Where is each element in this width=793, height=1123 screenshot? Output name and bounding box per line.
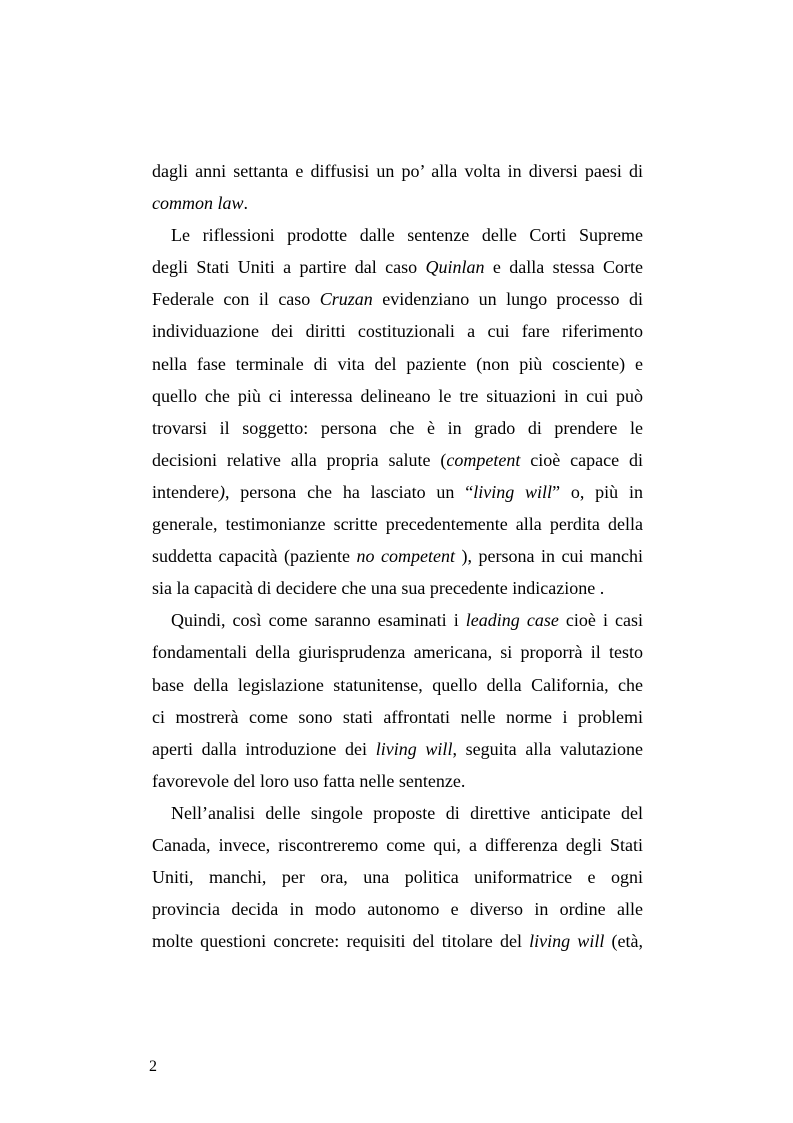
text-run: dagli anni settanta e diffusisi un po’ alla volta in diversi paesi di <box>152 161 643 181</box>
text-run: ci mostrerà come sono stati affrontati nelle norme i problemi <box>152 706 643 727</box>
text-line <box>152 893 643 925</box>
text-run: no competent <box>356 546 455 567</box>
page-number: 2 <box>149 1058 157 1075</box>
text-line <box>152 701 643 733</box>
text-run: living will <box>529 931 605 952</box>
text-line <box>152 636 643 668</box>
text-line <box>152 733 643 765</box>
text-run: nella fase terminale di vita del paziente (non più cosciente) e <box>152 353 643 374</box>
text-run: aperti dalla introduzione dei <box>152 738 376 759</box>
text-run: Canada, invece, riscontreremo come qui, a differenza degli Stati <box>152 834 643 855</box>
text-line <box>152 315 643 347</box>
text-run: . <box>243 193 248 214</box>
text-run: , seguita alla valutazione <box>452 738 643 759</box>
text-line <box>152 925 643 957</box>
text-line <box>152 251 643 283</box>
text-run: Cruzan <box>319 289 373 310</box>
paragraph-2 <box>152 219 643 604</box>
text-line <box>152 155 643 187</box>
text-run: provincia decida in modo autonomo e diverso in ordine alle <box>152 899 643 920</box>
text-run: (età, <box>604 931 643 952</box>
text-run: individuazione dei diritti costituzionali a cui fare riferimento <box>152 321 643 342</box>
text-line <box>152 540 643 572</box>
text-line <box>152 380 643 412</box>
text-line <box>152 412 643 444</box>
text-run: Federale con il caso <box>152 289 320 310</box>
text-run: leading case <box>465 610 559 631</box>
text-line <box>152 797 643 829</box>
text-line <box>152 348 643 380</box>
text-run: sia la capacità di decidere che una sua precedente indicazione . <box>152 578 605 599</box>
text-line <box>152 604 643 636</box>
text-line <box>152 861 643 893</box>
text-run: cioè capace di <box>520 449 644 470</box>
paragraph-1 <box>152 155 643 219</box>
text-run: Nell’analisi delle singole proposte di direttive anticipate del <box>171 802 643 823</box>
text-line <box>152 508 643 540</box>
text-run: generale, testimonianze scritte precedentemente alla perdita della <box>152 514 643 535</box>
text-run: trovarsi il soggetto: persona che è in grado di prendere le <box>152 417 643 438</box>
text-run: favorevole del loro uso fatta nelle sentenze. <box>152 770 466 791</box>
text-run: cioè i casi <box>558 610 643 631</box>
paragraph-4 <box>152 797 643 957</box>
text-run: ) <box>218 481 225 502</box>
text-run: competent <box>446 449 521 470</box>
text-run: quello che più ci interessa delineano le tre situazioni in cui può <box>152 385 643 406</box>
text-run: intendere <box>152 481 219 502</box>
text-line <box>152 219 643 251</box>
text-line <box>152 765 643 797</box>
text-line <box>152 444 643 476</box>
text-run: Uniti, manchi, per ora, una politica uniformatrice e ogni <box>152 867 643 888</box>
text-run: common law <box>152 193 244 214</box>
body-text <box>152 155 643 957</box>
text-line <box>152 572 643 604</box>
text-line <box>152 476 643 508</box>
text-line <box>152 669 643 701</box>
text-run: decisioni relative alla propria salute ( <box>152 449 447 470</box>
text-run: Quinlan <box>425 257 485 278</box>
text-line <box>152 187 643 219</box>
paragraph-3 <box>152 604 643 797</box>
text-run: degli Stati Uniti a partire dal caso <box>152 257 426 278</box>
text-run: e dalla stessa Corte <box>484 257 643 278</box>
text-run: living will <box>375 738 453 759</box>
text-run: Quindi, così come saranno esaminati i <box>171 610 466 631</box>
text-run: ” o, più in <box>552 481 643 502</box>
text-run: evidenziano un lungo processo di <box>372 289 643 310</box>
text-run: suddetta capacità (paziente <box>152 546 357 567</box>
text-run: fondamentali della giurisprudenza americana, si proporrà il testo <box>152 642 643 663</box>
text-run: living will <box>473 481 553 502</box>
text-run: Le riflessioni prodotte dalle sentenze delle Corti Supreme <box>171 225 643 246</box>
text-line <box>152 283 643 315</box>
text-run: base della legislazione statunitense, quello della California, che <box>152 674 643 695</box>
text-run: molte questioni concrete: requisiti del titolare del <box>152 931 530 952</box>
text-run: ), persona in cui manchi <box>454 546 644 567</box>
text-run: , persona che ha lasciato un “ <box>224 481 474 502</box>
text-line <box>152 829 643 861</box>
